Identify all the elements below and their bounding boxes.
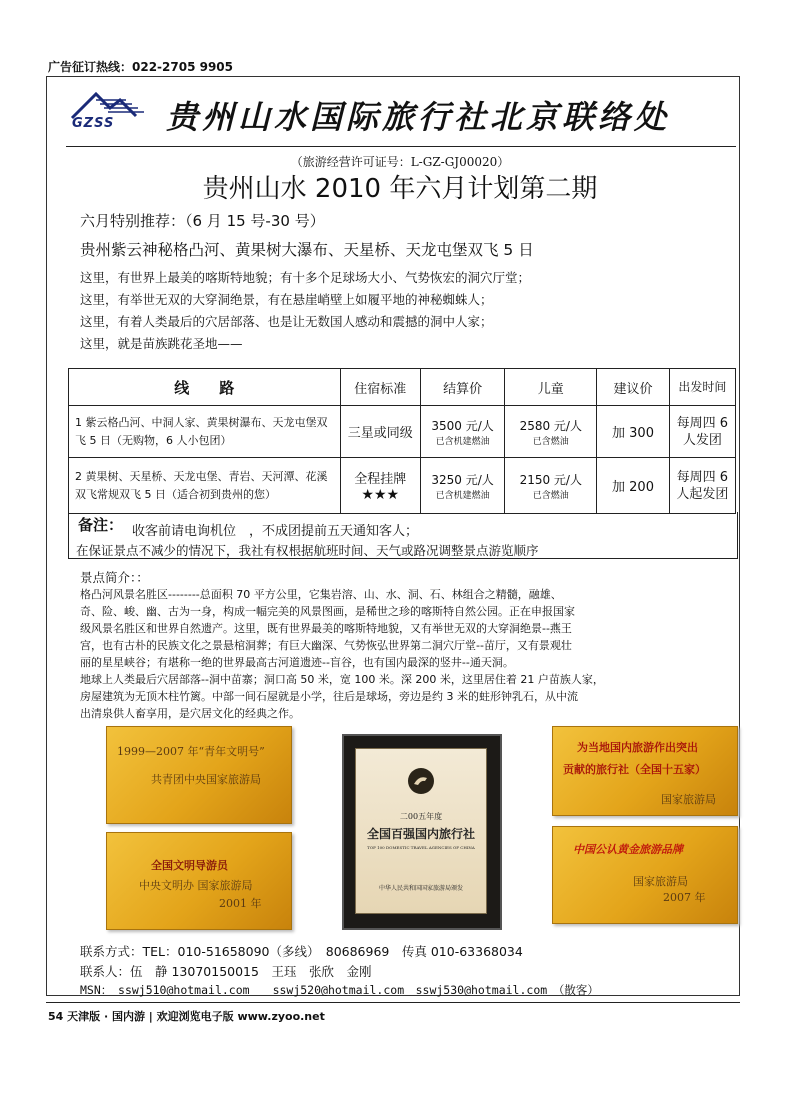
notes-label: 备注： xyxy=(78,516,124,534)
contact-phone: 联系方式：TEL：010-51658090（多线） 80686969 传真 010-63368034 xyxy=(80,944,523,959)
suggest-cell: 加 300 xyxy=(597,406,669,458)
route-cell: 2 黄果树、天星桥、天龙屯堡、青岩、天河潭、花溪双飞常规双飞 5 日（适合初到贵州的您） xyxy=(69,458,341,514)
child-note: 已含燃油 xyxy=(532,436,569,447)
award-title: 中国公认黄金旅游品牌 xyxy=(573,843,683,856)
footer-divider xyxy=(46,1002,740,1003)
table-row xyxy=(69,406,736,458)
notes-line: 在保证景点不减少的情况下，我社有权根据航班时间、天气或路况调整景点游览顺序 xyxy=(76,543,539,558)
emblem-icon xyxy=(407,767,435,795)
lodging-cell: 三星或同级 xyxy=(340,406,420,458)
notes-line: 收客前请电询机位 ，不成团提前五天通知客人； xyxy=(132,524,419,539)
star-rating: ★★★ xyxy=(361,487,400,503)
intro-line: 宫，也有古朴的民族文化之景悬棺洞葬；有巨大幽深、气势恢弘世界第二洞穴厅堂--苗厅，又有景观壮 xyxy=(80,639,572,652)
price-note: 已含机建燃油 xyxy=(435,490,490,501)
route-table xyxy=(68,368,736,514)
plaque-title: 全国百强国内旅行社 xyxy=(366,827,475,841)
intro-label: 景点简介：： xyxy=(80,570,149,585)
header-suggest: 建议价 xyxy=(597,369,669,406)
agency-name: 贵州山水国际旅行社北京联络处 xyxy=(166,98,671,136)
highlight-line: 这里，有着人类最后的穴居部落、也是让无数国人感动和震撼的洞中人家； xyxy=(80,314,493,329)
header-lodging: 住宿标准 xyxy=(340,369,420,406)
contact-people: 联系人：伍 静 13070150015 王珏 张欣 金刚 xyxy=(80,964,372,979)
intro-line: 房屋建筑为无顶木柱竹篱。中部一间石屋就是小学，往后是球场，旁边是约 3 米的蛀形钟乳石，从中流 xyxy=(80,690,578,703)
award-year: 2007 年 xyxy=(663,891,706,904)
child-price: 2580 元/人 xyxy=(519,418,582,433)
award-issuer: 国家旅游局 xyxy=(661,793,716,806)
contact-msn: MSN： sswj510@hotmail.com sswj520@hotmail.com sswj530@hotmail.com （散客） xyxy=(80,983,599,997)
page-title: 贵州山水 2010 年六月计划第二期 xyxy=(202,174,598,204)
header-depart: 出发时间 xyxy=(669,369,735,406)
intro-line: 出清泉供人畜享用，是穴居文化的经典之作。 xyxy=(80,707,300,720)
lodging-cell xyxy=(340,458,420,514)
award-issuer: 国家旅游局 xyxy=(633,875,688,888)
page-footer: 54 天津版 · 国内游 | 欢迎浏览电子版 www.zyoo.net xyxy=(48,1010,325,1023)
child-cell xyxy=(505,458,597,514)
header-price: 结算价 xyxy=(420,369,504,406)
route-cell: 1 紫云格凸河、中洞人家、黄果树瀑布、天龙屯堡双飞 5 日（无购物，6 人小包团） xyxy=(69,406,341,458)
suggest-cell: 加 200 xyxy=(597,458,669,514)
special-recommend: 六月特别推荐：（6 月 15 号-30 号） xyxy=(80,212,325,230)
route-title: 贵州紫云神秘格凸河、黄果树大瀑布、天星桥、天龙屯堡双飞 5 日 xyxy=(80,241,534,259)
price-cell xyxy=(420,406,504,458)
plaque-face xyxy=(355,748,487,914)
ad-hotline: 广告征订热线：022-2705 9905 xyxy=(48,60,234,74)
award-civilized-guide xyxy=(106,832,292,930)
highlight-line: 这里，有世界上最美的喀斯特地貌；有十多个足球场大小、气势恢宏的洞穴厅堂； xyxy=(80,270,531,285)
award-title: 为当地国内旅游作出突出 xyxy=(577,741,698,754)
award-title: 全国文明导游员 xyxy=(151,859,228,872)
plaque-year: 二00五年度 xyxy=(399,812,443,821)
price-value: 3500 元/人 xyxy=(431,418,494,433)
award-year: 2001 年 xyxy=(219,897,262,910)
intro-line: 丽的星星峡谷；有堪称一绝的世界最高古河道遗迹--盲谷，也有国内最深的竖井--通天洞。 xyxy=(80,656,514,669)
intro-line: 地球上人类最后穴居部落--洞中苗寨；洞口高 50 米，宽 100 米。深 200 米，这里居住着 21 户苗族人家， xyxy=(80,673,604,686)
depart-cell: 每周四 6 人起发团 xyxy=(669,458,735,514)
award-outstanding-contribution xyxy=(552,726,738,816)
header-child: 儿童 xyxy=(505,369,597,406)
plaque-issuer: 中华人民共和国国家旅游局颁发 xyxy=(378,885,463,892)
intro-line: 级风景名胜区和世界自然遗产。这里，既有世界最美的喀斯特地貌，又有举世无双的大穿洞绝景--燕王 xyxy=(80,622,572,635)
award-youth-civilization xyxy=(106,726,292,824)
table-row xyxy=(69,458,736,514)
child-cell xyxy=(505,406,597,458)
depart-cell: 每周四 6 人发团 xyxy=(669,406,735,458)
plaque-en: TOP 100 DOMESTIC TRAVEL AGENCIES OF CHINA xyxy=(367,845,475,850)
logo-abbr: GZSS xyxy=(72,116,115,131)
lodging-value: 全程挂牌 xyxy=(354,472,407,487)
price-note: 已含机建燃油 xyxy=(435,436,490,447)
award-title: 贡献的旅行社（全国十五家） xyxy=(563,763,706,776)
header-route: 线 路 xyxy=(69,369,341,406)
intro-line: 奇、险、峻、幽、古为一身，构成一幅完美的风景图画，是稀世之珍的喀斯特自然公园。正在申报国家 xyxy=(80,605,575,618)
highlight-line: 这里，有举世无双的大穿洞绝景，有在悬崖峭壁上如履平地的神秘蜘蛛人； xyxy=(80,292,493,307)
award-title: 1999—2007 年“青年文明号” xyxy=(117,745,265,758)
highlight-line: 这里，就是苗族跳花圣地—— xyxy=(80,336,243,351)
intro-line: 格凸河风景名胜区--------总面积 70 平方公里，它集岩溶、山、水、洞、石、林组合之精髓，融雄、 xyxy=(80,588,562,601)
award-issuer: 共青团中央国家旅游局 xyxy=(151,773,261,786)
license-number: （旅游经营许可证号：L-GZ-GJ00020） xyxy=(290,155,510,169)
table-header-row xyxy=(69,369,736,406)
child-price: 2150 元/人 xyxy=(519,472,582,487)
price-value: 3250 元/人 xyxy=(431,472,494,487)
child-note: 已含燃油 xyxy=(532,490,569,501)
award-issuer: 中央文明办 国家旅游局 xyxy=(139,879,253,892)
award-golden-brand xyxy=(552,826,738,924)
intro-text xyxy=(80,586,725,722)
award-plaque xyxy=(342,734,502,930)
header-divider xyxy=(66,146,736,147)
price-cell xyxy=(420,458,504,514)
